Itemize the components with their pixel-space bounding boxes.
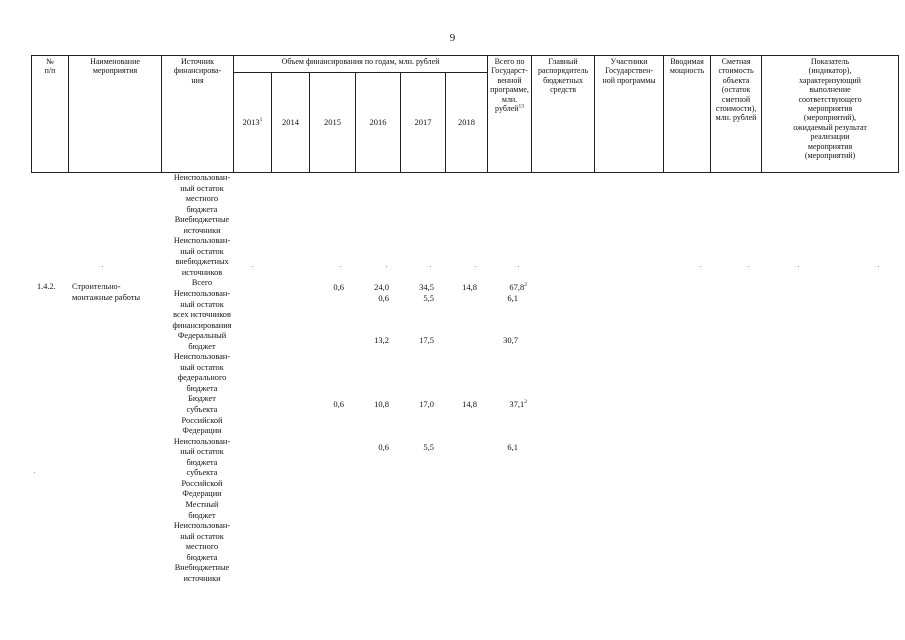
scan-dot	[475, 266, 476, 267]
header-manager: Главный распорядитель бюджетных средств	[532, 56, 595, 173]
scan-dot	[34, 472, 35, 473]
header-capacity: Вводимая мощность	[664, 56, 711, 173]
regional-2016-value: 10,8	[374, 399, 389, 409]
source-item: Всего	[191, 278, 213, 288]
header-source: Источник финансирова- ния	[162, 56, 234, 173]
federal-2016-value: 13,2	[374, 335, 389, 345]
header-indicator: Показатель (индикатор), характеризующий выполнение соответствующего мероприятия (мероприятий), ожидаемый результат реализации мероприятия (мероприятий)	[762, 56, 899, 173]
scan-dot	[430, 266, 431, 267]
unused-all-2017-value: 5,5	[423, 293, 434, 303]
federal-sum-value: 30,7	[503, 335, 518, 345]
scan-dot	[252, 266, 253, 267]
source-list	[162, 173, 242, 584]
source-item: Неиспользован- ный остаток всех источников финансирования	[172, 289, 232, 330]
source-item: Внебюджетные источники	[174, 563, 230, 583]
row-name: Строительно- монтажные работы	[72, 282, 141, 302]
header-year-2015: 2015	[310, 73, 356, 173]
source-item: Неиспользован- ный остаток местного бюджета	[173, 173, 231, 214]
unused-regional-sum-value: 6,1	[507, 442, 518, 452]
total-sum-value: 67,8$^2$	[509, 282, 527, 292]
header-year-2017: 2017	[401, 73, 446, 173]
source-item: Бюджет субъекта Российской Федерации	[181, 394, 223, 436]
scan-dot	[386, 266, 387, 267]
header-year-2013: 2013$^1$	[234, 73, 272, 173]
source-item: Местный бюджет	[185, 499, 219, 520]
scan-dot	[798, 266, 799, 267]
header-total: Всего по Государст- венной программе, млн. рублей$^{13}$	[488, 56, 532, 173]
page-number: 9	[449, 32, 456, 44]
unused-all-2016-value: 0,6	[378, 293, 389, 303]
header-name: Наименование мероприятия	[69, 56, 162, 173]
header-year-2018: 2018	[446, 73, 488, 173]
scan-dot	[518, 266, 519, 267]
header-participants: Участники Государствен- ной программы	[595, 56, 664, 173]
regional-sum-value: 37,1$^2$	[509, 399, 527, 409]
regional-2015-value: 0,6	[333, 399, 344, 409]
federal-2017-value: 17,5	[419, 335, 434, 345]
source-item: Неиспользован- ный остаток федерального бюджета	[173, 352, 231, 393]
header-volume: Объем финансирования по годам, млн. рублей	[234, 56, 488, 73]
regional-2017-value: 17,0	[419, 399, 434, 409]
regional-2018-value: 14,8	[462, 399, 477, 409]
scan-dot	[102, 266, 103, 267]
financing-table-header	[31, 55, 899, 173]
total-2017-value: 34,5	[419, 282, 434, 292]
source-item: Внебюджетные источники	[174, 215, 230, 235]
total-2018-value: 14,8	[462, 282, 477, 292]
header-year-2016: 2016	[356, 73, 401, 173]
scan-dot	[748, 266, 749, 267]
scan-dot	[700, 266, 701, 267]
header-estimate: Сметная стоимость объекта (остаток сметной стоимости), млн. рублей	[711, 56, 762, 173]
unused-all-sum-value: 6,1	[507, 293, 518, 303]
source-item: Неиспользован- ный остаток бюджета субъекта Российской Федерации	[173, 436, 231, 499]
total-2016-value: 24,0	[374, 282, 389, 292]
header-year-2014: 2014	[272, 73, 310, 173]
scan-dot	[878, 266, 879, 267]
source-item: Неиспользован- ный остаток местного бюджета	[173, 521, 231, 562]
header-no: № п/п	[32, 56, 69, 173]
total-2015-value: 0,6	[333, 282, 344, 292]
source-item: Неиспользован- ный остаток внебюджетных источников	[173, 236, 231, 277]
row-number: 1.4.2.	[37, 282, 56, 291]
unused-regional-2017-value: 5,5	[423, 442, 434, 452]
unused-regional-2016-value: 0,6	[378, 442, 389, 452]
source-item: Федеральный бюджет	[177, 331, 227, 351]
scan-dot	[340, 266, 341, 267]
